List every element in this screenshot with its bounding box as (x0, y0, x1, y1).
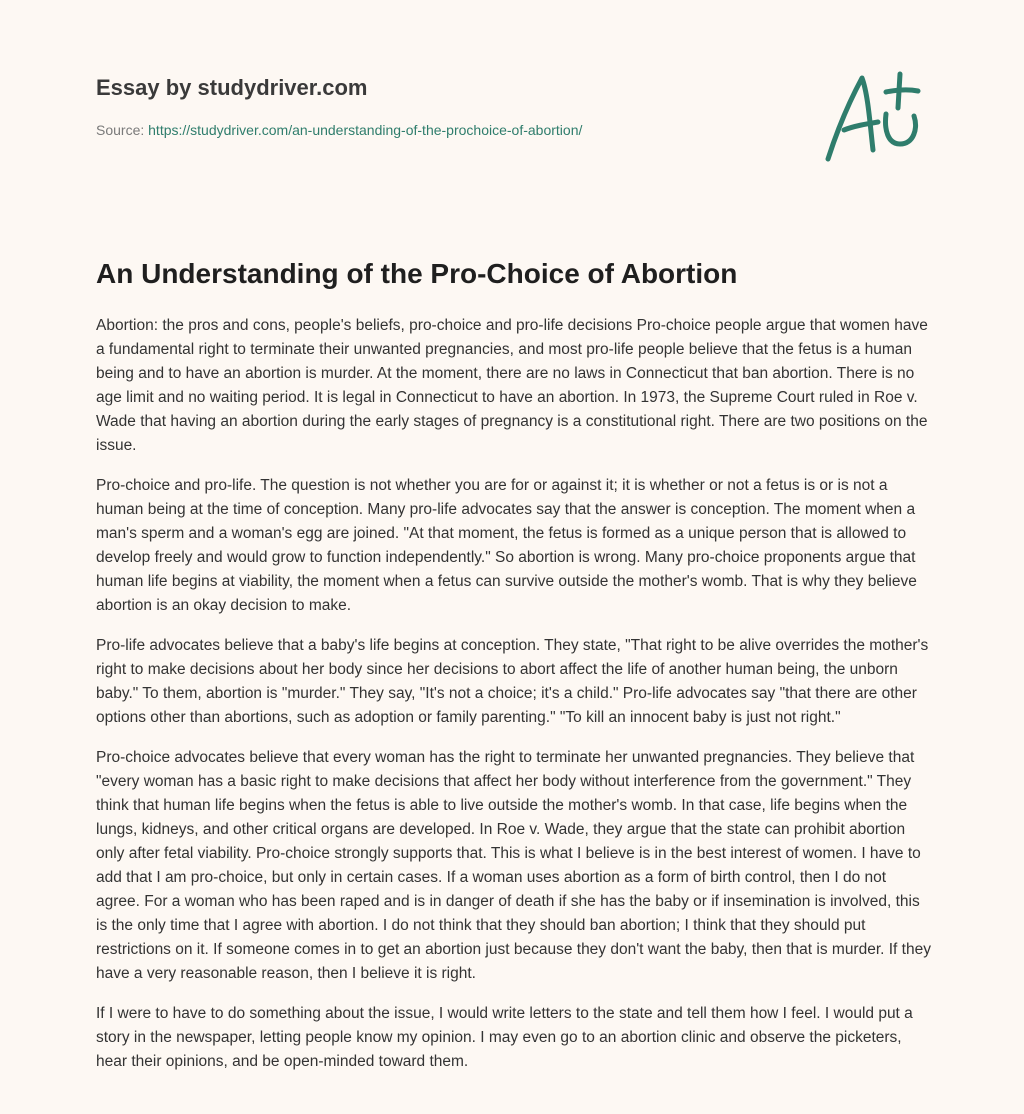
essay-paragraph: Pro-choice and pro-life. The question is not whether you are for or against it; it is whether or not a fetus is or is not a human being at the time of conception. Many pro-life advocates say that the answer is conception. The moment when a man's sperm and a woman's egg are joined. "At that moment, the fetus is formed as a unique person that is allowed to develop freely and would grow to function independently." So abortion is wrong. Many pro-choice proponents argue that human life begins at viability, the moment when a fetus can survive outside the mother's womb. That is why they believe abortion is an okay decision to make. (96, 477, 917, 614)
source-label: Source: (96, 122, 145, 138)
essay-title: An Understanding of the Pro-Choice of Abortion (96, 258, 738, 289)
essay-paragraph: Pro-life advocates believe that a baby's life begins at conception. They state, "That right to be alive overrides the mother's right to make decisions about her body since her decisions to abort affect the life of another human being, the unborn baby." To them, abortion is "murder." They say, "It's not a choice; it's a child." Pro-life advocates say "that there are other options other than abortions, such as adoption or family parenting." "To kill an innocent baby is just not right." (96, 637, 929, 726)
page-header (96, 74, 796, 139)
essay-paragraph: Pro-choice advocates believe that every woman has the right to terminate her unwanted pregnancies. They believe that "every woman has a basic right to make decisions that affect her body without interference from the government." They think that human life begins when the fetus is able to live outside the mother's womb. In that case, life begins when the lungs, kidneys, and other critical organs are developed. In Roe v. Wade, they argue that the state can prohibit abortion only after fetal viability. Pro-choice strongly supports that. This is what I believe is in the best interest of women. I have to add that I am pro-choice, but only in certain cases. If a woman uses abortion as a form of birth control, then I do not agree. For a woman who has been raped and is in danger of death if she has the baby or if insemination is involved, this is the only time that I agree with abortion. I do not think that they should ban abortion; I think that they should put restrictions on it. If someone comes in to get an abortion just because they don't want the baby, then that is murder. If they have a very reasonable reason, then I believe it is right. (96, 749, 931, 982)
a-plus-logo-icon (818, 64, 930, 168)
site-title: Essay by studydriver.com (96, 75, 368, 100)
essay-paragraph: If I were to have to do something about the issue, I would write letters to the state and tell them how I feel. I would put a story in the newspaper, letting people know my opinion. I may even go to an abortion clinic and observe the picketers, hear their opinions, and be open-minded toward them. (96, 1005, 913, 1070)
essay-body (96, 314, 932, 1090)
essay-paragraph: Abortion: the pros and cons, people's beliefs, pro-choice and pro-life decisions Pro-choice people argue that women have a fundamental right to terminate their unwanted pregnancies, and most pro-life people believe that the fetus is a human being and to have an abortion is murder. At the moment, there are no laws in Connecticut that ban abortion. There is no age limit and no waiting period. It is legal in Connecticut to have an abortion. In 1973, the Supreme Court ruled in Roe v. Wade that having an abortion during the early stages of pregnancy is a constitutional right. There are two positions on the issue. (96, 317, 928, 454)
a-plus-logo-graphic (818, 64, 930, 168)
source-line (96, 121, 796, 139)
source-link[interactable]: https://studydriver.com/an-understanding-of-the-prochoice-of-abortion/ (148, 122, 583, 138)
